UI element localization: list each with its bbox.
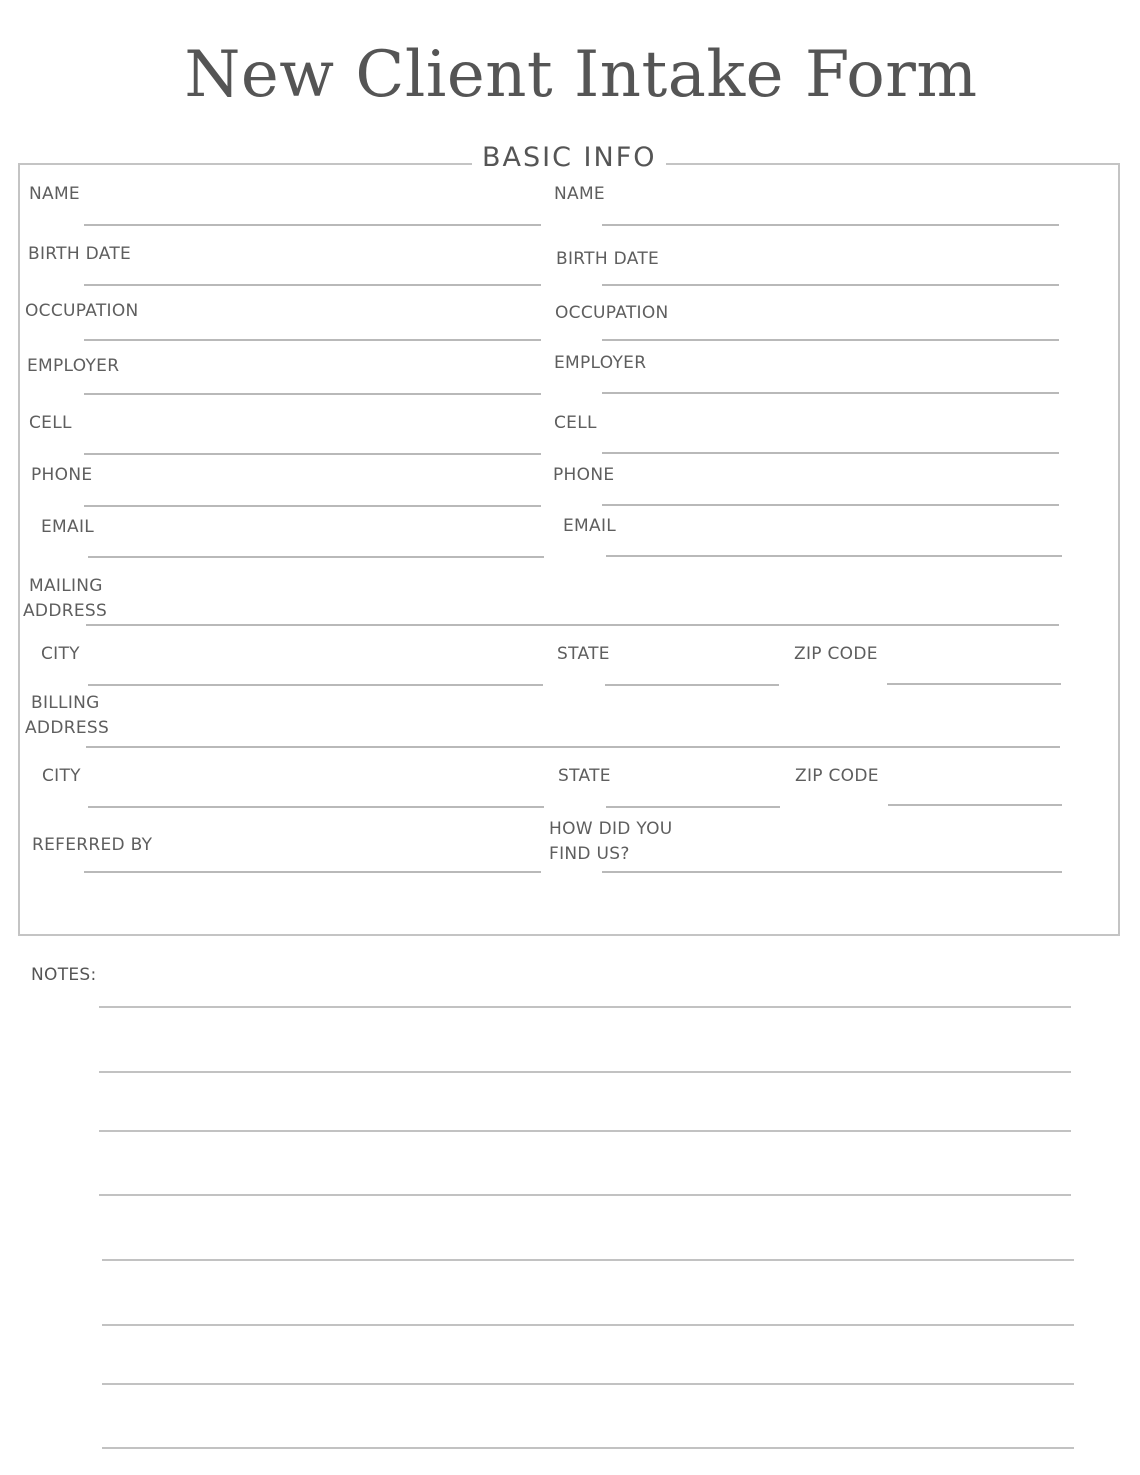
field-cell-right[interactable] xyxy=(602,452,1059,454)
label-state-billing: STATE xyxy=(558,766,611,786)
notes-line[interactable] xyxy=(99,1130,1071,1132)
notes-line[interactable] xyxy=(99,1006,1071,1008)
field-phone-right[interactable] xyxy=(602,504,1059,506)
field-state-mailing[interactable] xyxy=(605,684,779,686)
label-email-left: EMAIL xyxy=(41,517,95,537)
label-birth-date-right: BIRTH DATE xyxy=(556,249,660,269)
label-referred-by: REFERRED BY xyxy=(32,835,153,855)
label-occupation-left: OCCUPATION xyxy=(25,301,139,321)
field-cell-left[interactable] xyxy=(84,453,541,455)
field-phone-left[interactable] xyxy=(84,505,541,507)
label-billing-line1: BILLING xyxy=(31,693,100,713)
label-cell-right: CELL xyxy=(554,413,597,433)
label-birth-date-left: BIRTH DATE xyxy=(28,244,132,264)
label-phone-right: PHONE xyxy=(553,465,615,485)
field-city-billing[interactable] xyxy=(88,806,544,808)
notes-line[interactable] xyxy=(102,1383,1074,1385)
field-occupation-left[interactable] xyxy=(84,339,541,341)
notes-line[interactable] xyxy=(102,1259,1074,1261)
label-occupation-right: OCCUPATION xyxy=(555,303,669,323)
field-state-billing[interactable] xyxy=(606,806,780,808)
field-how-found[interactable] xyxy=(602,871,1062,873)
label-employer-left: EMPLOYER xyxy=(27,356,120,376)
field-billing-address[interactable] xyxy=(86,746,1060,748)
field-birth-date-left[interactable] xyxy=(84,284,541,286)
field-employer-right[interactable] xyxy=(602,392,1059,394)
field-name-right[interactable] xyxy=(602,224,1059,226)
label-cell-left: CELL xyxy=(29,413,72,433)
field-zip-mailing[interactable] xyxy=(887,683,1061,685)
notes-line[interactable] xyxy=(102,1324,1074,1326)
label-mailing-line2: ADDRESS xyxy=(23,601,108,621)
section-title-basic-info: BASIC INFO xyxy=(472,139,666,177)
label-how-found-line2: FIND US? xyxy=(549,844,630,864)
label-zip-mailing: ZIP CODE xyxy=(794,644,878,664)
label-name-left: NAME xyxy=(29,184,80,204)
label-email-right: EMAIL xyxy=(563,516,617,536)
label-zip-billing: ZIP CODE xyxy=(795,766,879,786)
field-referred-by[interactable] xyxy=(84,871,541,873)
label-name-right: NAME xyxy=(554,184,605,204)
field-zip-billing[interactable] xyxy=(888,804,1062,806)
field-birth-date-right[interactable] xyxy=(602,284,1059,286)
field-occupation-right[interactable] xyxy=(602,339,1059,341)
label-phone-left: PHONE xyxy=(31,465,93,485)
field-city-mailing[interactable] xyxy=(88,684,543,686)
field-email-left[interactable] xyxy=(88,556,544,558)
field-name-left[interactable] xyxy=(84,224,541,226)
label-mailing-line1: MAILING xyxy=(29,576,103,596)
field-employer-left[interactable] xyxy=(84,393,541,395)
field-mailing-address[interactable] xyxy=(86,624,1059,626)
label-how-found-line1: HOW DID YOU xyxy=(549,819,673,839)
notes-line[interactable] xyxy=(102,1447,1074,1449)
field-email-right[interactable] xyxy=(606,555,1062,557)
notes-label: NOTES: xyxy=(31,965,97,985)
notes-line[interactable] xyxy=(99,1071,1071,1073)
page-title: New Client Intake Form xyxy=(184,38,978,112)
label-state-mailing: STATE xyxy=(557,644,610,664)
notes-line[interactable] xyxy=(99,1194,1071,1196)
label-city-billing: CITY xyxy=(42,766,81,786)
label-city-mailing: CITY xyxy=(41,644,80,664)
label-employer-right: EMPLOYER xyxy=(554,353,647,373)
label-billing-line2: ADDRESS xyxy=(25,718,110,738)
